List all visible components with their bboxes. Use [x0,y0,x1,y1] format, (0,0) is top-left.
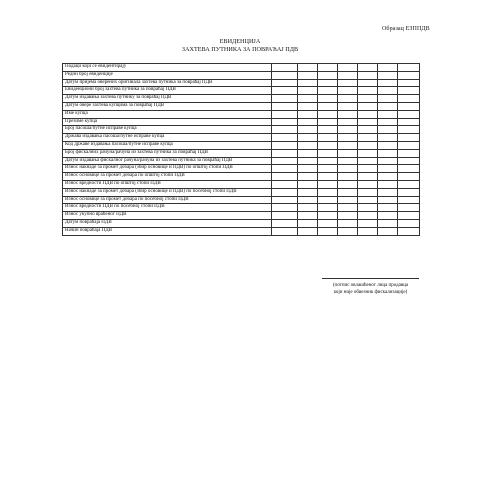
entry-cell[interactable] [318,180,338,188]
entry-cell[interactable] [298,141,318,149]
entry-cell[interactable] [398,157,420,165]
entry-cell[interactable] [298,64,318,72]
entry-cell[interactable] [378,110,398,118]
entry-cell[interactable] [338,110,358,118]
entry-cell[interactable] [378,102,398,110]
entry-cell[interactable] [272,87,298,95]
entry-cell[interactable] [398,87,420,95]
entry-cell[interactable] [378,173,398,181]
entry-cell[interactable] [338,219,358,227]
entry-cell[interactable] [398,165,420,173]
entry-cell[interactable] [398,79,420,87]
entry-cell[interactable] [398,196,420,204]
table-row [63,87,420,95]
entry-cell[interactable] [338,87,358,95]
entry-cell[interactable] [298,180,318,188]
entry-cell[interactable] [398,110,420,118]
entry-cell[interactable] [272,173,298,181]
entry-cell[interactable] [318,149,338,157]
entry-cell[interactable] [338,71,358,79]
table-row [63,126,420,134]
entry-cell[interactable] [318,141,338,149]
entry-cell[interactable] [398,71,420,79]
entry-cell[interactable] [358,118,378,126]
entry-cell[interactable] [318,95,338,103]
row-label: Износ основице за промет добара по општој стопи ПДВ [63,173,272,181]
entry-cell[interactable] [318,71,338,79]
entry-cell[interactable] [272,157,298,165]
entry-cell[interactable] [398,95,420,103]
table-row [63,141,420,149]
entry-cell[interactable] [298,95,318,103]
entry-cell[interactable] [398,126,420,134]
entry-cell[interactable] [338,227,358,235]
entry-cell[interactable] [398,118,420,126]
entry-cell[interactable] [358,212,378,220]
signature-caption [322,282,419,296]
entry-cell[interactable] [358,71,378,79]
table-row [63,118,420,126]
entry-cell[interactable] [318,165,338,173]
table-row [63,95,420,103]
entry-cell[interactable] [298,227,318,235]
entry-cell[interactable] [272,204,298,212]
entry-cell[interactable] [338,180,358,188]
entry-cell[interactable] [318,204,338,212]
entry-cell[interactable] [358,102,378,110]
row-label: Редни број евиденције [63,71,272,79]
row-label: Износ вредности ПДВ по посебној стопи ПДВ [63,204,272,212]
table-row [63,196,420,204]
entry-cell[interactable] [358,87,378,95]
entry-cell[interactable] [358,204,378,212]
entry-cell[interactable] [318,134,338,142]
entry-cell[interactable] [318,64,338,72]
entry-cell[interactable] [358,79,378,87]
row-label: Начин повраћаја ПДВ [63,227,272,235]
entry-cell[interactable] [298,149,318,157]
row-label: Датум повраћаја ПДВ [63,219,272,227]
entry-cell[interactable] [272,196,298,204]
table-row [63,227,420,235]
entry-cell[interactable] [298,110,318,118]
entry-cell[interactable] [398,149,420,157]
entry-cell[interactable] [338,134,358,142]
entry-cell[interactable] [318,219,338,227]
entry-cell[interactable] [298,165,318,173]
entry-cell[interactable] [358,196,378,204]
entry-cell[interactable] [378,134,398,142]
entry-cell[interactable] [338,118,358,126]
row-label: Датум пријема оверених оригинала захтева путника за повраћај ПДВ [63,79,272,87]
entry-cell[interactable] [338,212,358,220]
entry-cell[interactable] [378,212,398,220]
table-row [63,173,420,181]
entry-cell[interactable] [338,64,358,72]
entry-cell[interactable] [378,204,398,212]
entry-cell[interactable] [398,219,420,227]
entry-cell[interactable] [358,219,378,227]
title-line-2: ЗАХТЕВА ПУТНИКА ЗА ПОВРАЋАЈ ПДВ [181,46,299,54]
row-label: Износ накнаде за промет добара (збир основице и ПДВ) по посебној стопи ПДВ [63,188,272,196]
row-label: Број фискалних рачуна/рачуна из захтева путника за повраћај ПДВ [63,149,272,157]
entry-cell[interactable] [318,212,338,220]
row-label: Презиме купца [63,118,272,126]
row-label: Датум издавања фискалног рачуна/рачуна из захтева путника за повраћај ПДВ [63,157,272,165]
entry-cell[interactable] [378,188,398,196]
entry-cell[interactable] [318,110,338,118]
table-row [63,165,420,173]
entry-cell[interactable] [318,188,338,196]
entry-cell[interactable] [318,227,338,235]
entry-cell[interactable] [272,126,298,134]
row-label: Држава издавања пасоша/путне исправе купца [63,134,272,142]
entry-cell[interactable] [378,126,398,134]
entry-cell[interactable] [298,79,318,87]
table-row [63,149,420,157]
entry-cell[interactable] [272,110,298,118]
entry-cell[interactable] [272,79,298,87]
table-row [63,71,420,79]
row-label: Износ основице за промет добара по посебној стопи ПДВ [63,196,272,204]
entry-cell[interactable] [272,71,298,79]
entry-cell[interactable] [298,102,318,110]
entry-cell[interactable] [378,149,398,157]
entry-cell[interactable] [398,212,420,220]
entry-cell[interactable] [272,141,298,149]
entry-cell[interactable] [358,227,378,235]
signature-line [322,278,419,279]
table-row [63,180,420,188]
entry-cell[interactable] [272,134,298,142]
table-row [63,110,420,118]
entry-cell[interactable] [272,180,298,188]
entry-cell[interactable] [338,173,358,181]
entry-cell[interactable] [338,165,358,173]
entry-cell[interactable] [272,118,298,126]
entry-cell[interactable] [298,118,318,126]
entry-cell[interactable] [378,227,398,235]
entry-cell[interactable] [398,64,420,72]
entry-cell[interactable] [298,134,318,142]
entry-cell[interactable] [298,157,318,165]
entry-cell[interactable] [358,165,378,173]
entry-cell[interactable] [358,64,378,72]
table-row [63,134,420,142]
entry-cell[interactable] [358,173,378,181]
entry-cell[interactable] [358,188,378,196]
entry-cell[interactable] [272,212,298,220]
entry-cell[interactable] [398,134,420,142]
row-label: Датум издавања захтева путнику за повраћај ПДВ [63,95,272,103]
row-label: Број пасоша/путне исправе купца [63,126,272,134]
entry-cell[interactable] [298,219,318,227]
entry-cell[interactable] [398,141,420,149]
signature-caption-line-2: који није обвезник фискализације) [333,290,408,295]
row-label: Износ накнаде за промет добара (збир основице и ПДВ) по општој стопи ПДВ [63,165,272,173]
entry-cell[interactable] [378,118,398,126]
entry-cell[interactable] [298,188,318,196]
table-row [63,79,420,87]
table-row [63,102,420,110]
table-row [63,64,420,72]
entry-cell[interactable] [398,188,420,196]
entry-cell[interactable] [298,71,318,79]
entry-cell[interactable] [378,79,398,87]
entry-cell[interactable] [318,196,338,204]
register-table [62,63,420,236]
entry-cell[interactable] [338,204,358,212]
entry-cell[interactable] [358,134,378,142]
table-row [63,219,420,227]
table-row [63,188,420,196]
row-label: Подаци који се евидентирају [63,64,272,72]
entry-cell[interactable] [298,204,318,212]
entry-cell[interactable] [338,79,358,87]
entry-cell[interactable] [378,196,398,204]
entry-cell[interactable] [358,180,378,188]
entry-cell[interactable] [272,149,298,157]
entry-cell[interactable] [338,157,358,165]
row-label: Име купца [63,110,272,118]
entry-cell[interactable] [338,102,358,110]
entry-cell[interactable] [318,118,338,126]
row-label: Евиденциони број захтева путника за повраћај ПДВ [63,87,272,95]
entry-cell[interactable] [338,95,358,103]
entry-cell[interactable] [298,87,318,95]
entry-cell[interactable] [272,102,298,110]
signature-caption-line-1: (потпис овлашћеног лица продавца [332,283,409,288]
row-label: Код државе издавања пасоша/путне исправе купца [63,141,272,149]
entry-cell[interactable] [298,196,318,204]
entry-cell[interactable] [378,157,398,165]
entry-cell[interactable] [318,173,338,181]
table-row [63,204,420,212]
entry-cell[interactable] [318,157,338,165]
register-body [63,64,420,236]
document-title [0,38,480,55]
entry-cell[interactable] [338,188,358,196]
entry-cell[interactable] [338,196,358,204]
entry-cell[interactable] [378,165,398,173]
entry-cell[interactable] [358,110,378,118]
entry-cell[interactable] [358,141,378,149]
entry-cell[interactable] [378,95,398,103]
entry-cell[interactable] [338,141,358,149]
entry-cell[interactable] [298,212,318,220]
title-line-1: ЕВИДЕНЦИЈА [219,38,261,45]
entry-cell[interactable] [338,149,358,157]
entry-cell[interactable] [378,71,398,79]
form-code: Образац ЕЗППДВ [382,26,430,32]
entry-cell[interactable] [378,219,398,227]
entry-cell[interactable] [272,219,298,227]
entry-cell[interactable] [398,180,420,188]
entry-cell[interactable] [358,149,378,157]
entry-cell[interactable] [272,188,298,196]
entry-cell[interactable] [318,87,338,95]
entry-cell[interactable] [338,126,358,134]
entry-cell[interactable] [358,95,378,103]
entry-cell[interactable] [378,141,398,149]
row-label: Износ вредности ПДВ по општој стопи ПДВ [63,180,272,188]
entry-cell[interactable] [272,227,298,235]
entry-cell[interactable] [398,102,420,110]
entry-cell[interactable] [272,95,298,103]
entry-cell[interactable] [318,102,338,110]
entry-cell[interactable] [378,180,398,188]
row-label: Износ укупно враћеног ПДВ [63,212,272,220]
entry-cell[interactable] [298,173,318,181]
row-label: Датум овере захтева купцима за повраћај ПДВ [63,102,272,110]
entry-cell[interactable] [358,157,378,165]
entry-cell[interactable] [318,126,338,134]
entry-cell[interactable] [318,79,338,87]
table-row [63,212,420,220]
entry-cell[interactable] [398,204,420,212]
entry-cell[interactable] [358,126,378,134]
table-row [63,157,420,165]
entry-cell[interactable] [398,173,420,181]
entry-cell[interactable] [378,64,398,72]
entry-cell[interactable] [272,64,298,72]
entry-cell[interactable] [378,87,398,95]
entry-cell[interactable] [272,165,298,173]
entry-cell[interactable] [298,126,318,134]
entry-cell[interactable] [398,227,420,235]
